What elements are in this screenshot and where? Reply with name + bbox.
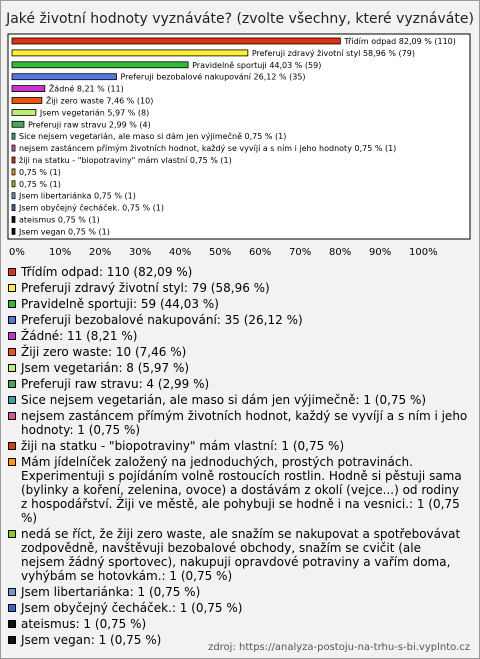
legend-swatch-11 [8,458,16,466]
bar-13 [12,193,15,199]
legend-item-7 [8,377,468,391]
bar-chart [0,0,480,265]
x-tick-label-8: 80% [329,247,352,258]
bar-label-5: Žiji zero waste 7,46 % (10) [45,96,154,106]
bar-4 [12,86,45,92]
bar-label-0: Třídím odpad 82,09 % (110) [344,37,456,46]
legend-label-12: nedá se říct, že žiji zero waste, ale snažím se nakupovat a spotřebovávat zodpovědně, navštěvuji bezobalové obchody, snažím se cvičit (ale nejsem žádný sportovec), nakupuji opravdové potraviny a vařím doma, vyhýbám se hotovkám.: 1 (0,75 %) [21,527,461,583]
legend-item-13 [8,585,468,599]
bar-3 [12,74,116,80]
legend-item-2 [8,297,468,311]
legend-item-8 [8,393,468,407]
legend-label-3: Preferuji bezobalové nakupování: 35 (26,12 %) [21,313,303,327]
bar-label-11: 0,75 % (1) [19,167,61,177]
legend-item-14 [8,601,468,615]
legend-item-10 [8,439,468,453]
legend-swatch-5 [8,348,16,356]
bar-10 [12,157,15,163]
bar-11 [12,169,15,175]
legend-item-15 [8,617,468,631]
legend-label-8: Sice nejsem vegetarián, ale maso si dám jen výjimečně: 1 (0,75 %) [21,393,427,407]
bar-16 [12,228,15,234]
legend-swatch-4 [8,332,16,340]
x-tick-label-0: 0% [9,247,25,258]
legend-label-0: Třídím odpad: 110 (82,09 %) [21,265,193,279]
bar-14 [12,205,15,211]
bar-label-13: Jsem libertariánka 0,75 % (1) [19,191,136,201]
bar-12 [12,181,15,187]
x-tick-label-2: 20% [89,247,112,258]
legend-item-0 [8,265,468,279]
legend-swatch-9 [8,412,16,420]
legend-item-6 [8,361,468,375]
source-note: zdroj: https://analyza-postoju-na-trhu-s-bi.vyplnto.cz [208,642,470,653]
bar-label-1: Preferuji zdravý životní styl 58,96 % (79) [251,48,415,58]
legend-label-9: nejsem zastáncem přímým životních hodnot, každý se vyvíjí a s ním i jeho hodnoty: 1 (0,75 %) [21,409,468,437]
legend-label-14: Jsem obyčejný čecháček.: 1 (0,75 %) [21,601,243,615]
bar-label-10: žiji na statku - "biopotraviny" mám vlastní 0,75 % (1) [19,156,232,165]
bar-label-15: ateismus 0,75 % (1) [19,215,100,225]
bar-8 [12,133,15,139]
legend-label-11: Mám jídelníček založený na jednoduchých, prostých potravinách. Experimentuji s pojídáním volně rostoucích rostlin. Hodně si pěstuji sama (bylinky a koření, zelenina, ovoce) a dostávám z okolí (vejce...) od rodiny z hospodářství. Žiji ve městě, ale pohybuji se hodně i na vesnici.: 1 (0,75 %) [21,455,462,525]
legend-label-16: Jsem vegan: 1 (0,75 %) [21,633,162,647]
bar-label-3: Preferuji bezobalové nakupování 26,12 % (35) [120,72,306,82]
legend-label-15: ateismus: 1 (0,75 %) [21,617,147,631]
legend-swatch-8 [8,396,16,404]
bar-1 [12,50,248,56]
bar-label-12: 0,75 % (1) [19,179,61,189]
legend-swatch-1 [8,284,16,292]
legend-label-13: Jsem libertariánka: 1 (0,75 %) [21,585,201,599]
legend-swatch-7 [8,380,16,388]
legend-swatch-6 [8,364,16,372]
chart-legend [8,265,468,649]
legend-item-12 [8,527,468,583]
bar-15 [12,217,15,223]
legend-swatch-3 [8,316,16,324]
bar-label-6: Jsem vegetarián 5,97 % (8) [39,108,150,118]
legend-item-1 [8,281,468,295]
bar-label-16: Jsem vegan 0,75 % (1) [19,227,110,237]
x-tick-label-9: 90% [369,247,392,258]
legend-label-2: Pravidelně sportuji: 59 (44,03 %) [21,297,219,311]
bar-7 [12,121,24,127]
legend-swatch-2 [8,300,16,308]
legend-item-4 [8,329,468,343]
bar-6 [12,109,36,115]
x-tick-label-7: 70% [289,247,312,258]
legend-label-4: Žádné: 11 (8,21 %) [21,329,138,343]
bar-9 [12,145,15,151]
bar-label-14: Jsem obyčejný čecháček. 0,75 % (1) [19,203,164,213]
bar-label-8: Sice nejsem vegetarián, ale maso si dám jen výjimečně 0,75 % (1) [19,132,287,142]
x-tick-label-3: 30% [129,247,152,258]
legend-swatch-10 [8,442,16,450]
legend-item-5 [8,345,468,359]
x-tick-label-10: 100% [409,247,438,258]
legend-label-10: žiji na statku - "biopotraviny" mám vlastní: 1 (0,75 %) [21,439,345,453]
bar-2 [12,62,188,68]
chart-title: Jaké životní hodnoty vyznáváte? (zvolte všechny, které vyznáváte) [6,11,474,27]
legend-swatch-0 [8,268,16,276]
legend-swatch-12 [8,530,16,538]
bar-5 [12,98,42,104]
legend-label-1: Preferuji zdravý životní styl: 79 (58,96 %) [21,281,270,295]
legend-swatch-15 [8,620,16,628]
x-tick-label-6: 60% [249,247,272,258]
legend-item-11 [8,455,468,525]
legend-swatch-13 [8,588,16,596]
legend-label-7: Preferuji raw stravu: 4 (2,99 %) [21,377,210,391]
bar-0 [12,38,340,44]
legend-item-9 [8,409,468,437]
legend-swatch-14 [8,604,16,612]
bar-label-9: nejsem zastáncem přímým životních hodnot, každý se vyvíjí a s ním i jeho hodnoty 0,75 % (1) [19,144,397,154]
legend-item-3 [8,313,468,327]
x-tick-label-1: 10% [49,247,72,258]
x-tick-label-4: 40% [169,247,192,258]
legend-label-6: Jsem vegetarián: 8 (5,97 %) [21,361,190,375]
legend-label-5: Žiji zero waste: 10 (7,46 %) [21,345,187,359]
bar-label-4: Žádné 8,21 % (11) [48,84,124,94]
bar-label-2: Pravidelně sportuji 44,03 % (59) [192,60,322,70]
legend-swatch-16 [8,636,16,644]
x-tick-label-5: 50% [209,247,232,258]
bar-label-7: Preferuji raw stravu 2,99 % (4) [27,120,151,130]
